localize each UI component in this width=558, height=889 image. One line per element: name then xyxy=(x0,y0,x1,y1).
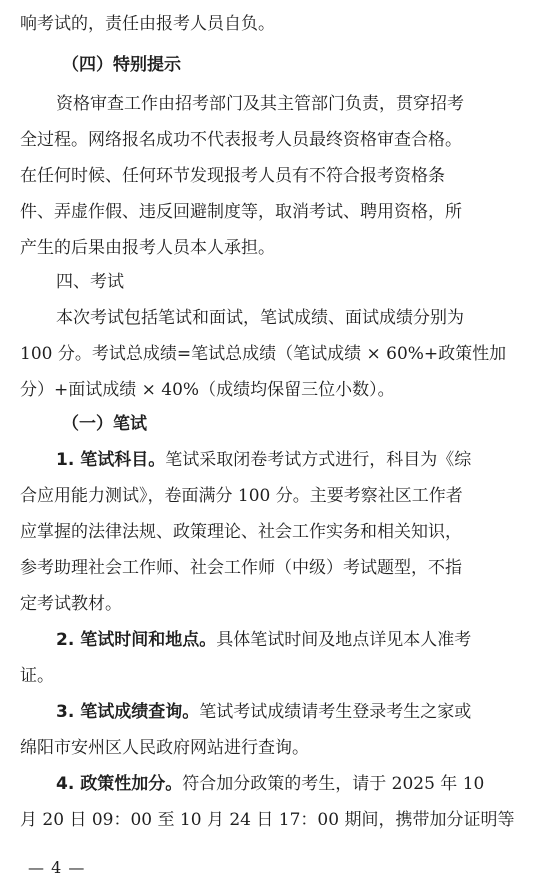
paragraph-line: 资格审查工作由招考部门及其主管部门负责，贯穿招考 xyxy=(56,94,464,114)
paragraph-line: 产生的后果由报考人员本人承担。 xyxy=(20,238,275,258)
paragraph-line: 100 分。考试总成绩=笔试总成绩（笔试成绩 × 60%+政策性加 xyxy=(20,344,507,364)
paragraph-line xyxy=(56,449,471,471)
paragraph-line: 响考试的，责任由报考人员自负。 xyxy=(20,14,275,34)
paragraph-line: 全过程。网络报名成功不代表报考人员最终资格审查合格。 xyxy=(20,130,462,150)
paragraph-line: 合应用能力测试》，卷面满分 100 分。主要考察社区工作者 xyxy=(20,486,463,506)
section-heading: 四、考试 xyxy=(56,272,124,292)
paragraph-line: 件、弄虚作假、违反回避制度等，取消考试、聘用资格，所 xyxy=(20,202,462,222)
section-heading: （四）特别提示 xyxy=(62,55,181,75)
paragraph-line: 定考试教材。 xyxy=(20,594,122,614)
paragraph-line: 分）+面试成绩 × 40%（成绩均保留三位小数）。 xyxy=(20,380,395,400)
paragraph-line: 在任何时候、任何环节发现报考人员有不符合报考资格条 xyxy=(20,166,445,186)
paragraph-line: 绵阳市安州区人民政府网站进行查询。 xyxy=(20,738,309,758)
item-lead: 1. 笔试科目。 xyxy=(56,450,166,470)
item-text: 笔试考试成绩请考生登录考生之家或 xyxy=(199,702,472,722)
paragraph-line xyxy=(56,773,484,795)
paragraph-line: 月 20 日 09：00 至 10 月 24 日 17：00 期间，携带加分证明等 xyxy=(20,810,515,830)
paragraph-line: 本次考试包括笔试和面试，笔试成绩、面试成绩分别为 xyxy=(56,308,464,328)
item-lead: 3. 笔试成绩查询。 xyxy=(56,702,200,722)
paragraph-line xyxy=(56,701,471,723)
paragraph-line xyxy=(56,629,471,651)
item-text: 具体笔试时间及地点详见本人准考 xyxy=(216,630,472,650)
paragraph-line: 证。 xyxy=(20,666,54,686)
item-text: 符合加分政策的考生，请于 2025 年 10 xyxy=(182,774,485,794)
paragraph-line: 应掌握的法律法规、政策理论、社会工作实务和相关知识， xyxy=(20,522,462,542)
item-lead: 2. 笔试时间和地点。 xyxy=(56,630,217,650)
paragraph-line: 参考助理社会工作师、社会工作师（中级）考试题型，不指 xyxy=(20,558,462,578)
page-number: — 4 — xyxy=(28,858,86,877)
item-text: 笔试采取闭卷考试方式进行，科目为《综 xyxy=(165,450,472,470)
item-lead: 4. 政策性加分。 xyxy=(56,774,183,794)
subsection-heading: （一）笔试 xyxy=(62,414,147,434)
